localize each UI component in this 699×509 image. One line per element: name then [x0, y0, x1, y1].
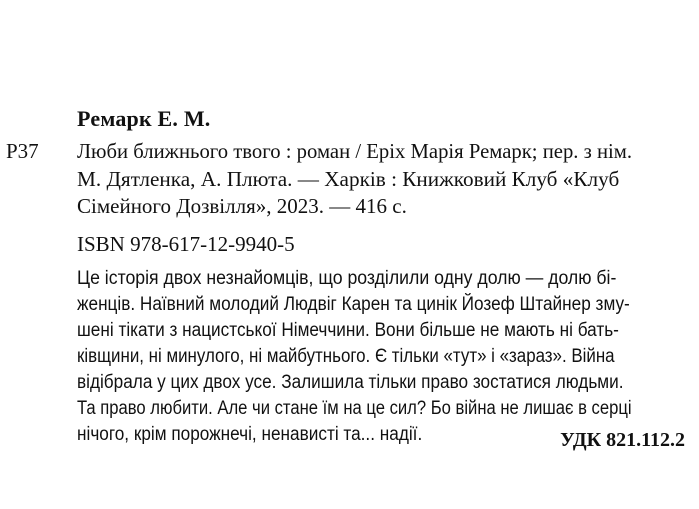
udk-code: УДК 821.112.2: [560, 429, 685, 451]
annotation-line-7: нічого, крім порожнечі, ненависті та... надії.: [77, 424, 423, 445]
classification-code: Р37: [6, 139, 39, 163]
annotation-line-6: Та право любити. Але чи стане їм на це сил? Бо війна не лишає в серці: [77, 398, 632, 419]
author-heading: Ремарк Е. М.: [77, 106, 211, 131]
annotation-line-5: відібрала у цих двох усе. Залишила тільки право зостатися людьми.: [77, 372, 624, 393]
isbn: ISBN 978-617-12-9940-5: [77, 232, 295, 256]
annotation-line-4: ківщини, ні минулого, ні майбутнього. Є тільки «тут» і «зараз». Війна: [77, 346, 615, 367]
description-line-2: М. Дятленка, А. Плюта. — Харків : Книжковий Клуб «Клуб: [77, 167, 620, 191]
annotation-line-2: женців. Наївний молодий Людвіг Карен та цинік Йозеф Штайнер зму-: [77, 294, 630, 315]
annotation-line-1: Це історія двох незнайомців, що розділили одну долю — долю бі-: [77, 268, 617, 289]
description-line-1: Люби ближнього твого : роман / Еріх Марія Ремарк; пер. з нім.: [77, 139, 633, 163]
description-line-3: Сімейного Дозвілля», 2023. — 416 с.: [77, 194, 407, 218]
annotation-line-3: шені тікати з нацистської Німеччини. Вони більше не мають ні бать-: [77, 320, 619, 341]
